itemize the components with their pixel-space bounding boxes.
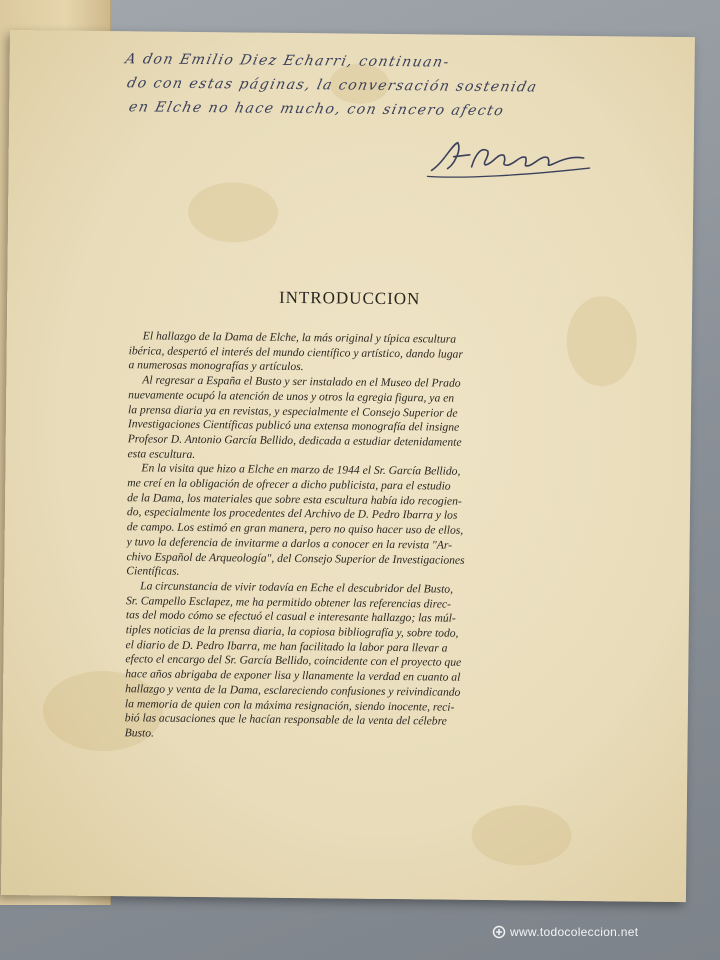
text-line: hallazgo y venta de la Dama, esclareciendo confusiones y reivindicando	[125, 682, 461, 699]
paper-stain	[471, 805, 572, 866]
dedication-line: en Elche no hace mucho, con sincero afecto	[127, 99, 506, 120]
text-line: Profesor D. Antonio García Bellido, dedicada a estudiar detenidamente	[127, 432, 462, 449]
text-line: do, especialmente los procedentes del Archivo de D. Pedro Ibarra y los	[126, 505, 458, 523]
text-line: tiples noticias de la prensa diaria, la copiosa bibliografía y, sobre todo,	[125, 623, 459, 640]
paragraph	[128, 329, 580, 378]
text-line: bió las acusaciones que le hacían responsable de la venta del célebre	[124, 711, 447, 728]
text-line: chivo Español de Arqueología", del Consejo Superior de Investigaciones	[126, 549, 465, 567]
handwritten-dedication	[124, 51, 635, 128]
todocoleccion-logo-icon	[492, 925, 506, 939]
text-line: el diario de D. Pedro Ibarra, me han facilitado la labor para llevar a	[125, 638, 448, 655]
text-line: de campo. Los estimó en gran manera, pero no quiso hacer uso de ellos,	[126, 520, 464, 537]
text-line: La circunstancia de vivir todavía en Eche el descubridor del Busto,	[140, 579, 454, 596]
text-line: Busto.	[124, 726, 155, 740]
text-line: En la visita que hizo a Elche en marzo de 1944 el Sr. García Bellido,	[141, 461, 461, 479]
watermark-text: www.todocoleccion.net	[510, 925, 639, 939]
text-line: El hallazgo de la Dama de Elche, la más original y típica escultura	[142, 329, 457, 346]
text-line: de la Dama, los materiales que sobre esta escultura había ido recogien-	[127, 490, 462, 508]
paper-stain	[188, 182, 279, 243]
document-page	[1, 30, 695, 902]
text-line: Al regresar a España el Busto y ser instalado en el Museo del Prado	[142, 373, 461, 390]
text-line: Investigaciones Científicas publicó una extensa monografía del insigne	[127, 417, 460, 434]
text-line: tas del modo cómo se efectuó el casual e interesante hallazgo; las múl-	[125, 608, 456, 626]
text-line: efecto el encargo del Sr. García Bellido, coincidente con el proyecto que	[125, 652, 462, 670]
text-line: Científicas.	[126, 564, 180, 579]
page-title: INTRODUCCION	[278, 287, 421, 309]
text-line: hace años abrigaba de exponer lisa y llanamente la verdad en cuanto al	[125, 667, 461, 684]
text-line: y tuvo la deferencia de invitarme a darlos a conocer en la revista "Ar-	[126, 535, 453, 552]
text-line: nuevamente ocupó la atención de unos y otros la egregia figura, ya en	[128, 388, 455, 405]
text-line: ibérica, despertó el interés del mundo científico y artístico, dando lugar	[128, 343, 463, 361]
text-line: a numerosas monografías y artículos.	[128, 358, 304, 374]
paragraph	[125, 579, 579, 745]
text-line: la prensa diaria ya en revistas, y especialmente el Consejo Superior de	[127, 402, 458, 420]
dedication-line: do con estas páginas, la conversación sostenida	[125, 75, 540, 96]
site-watermark	[492, 925, 638, 939]
handwritten-signature	[423, 132, 594, 184]
paragraph	[126, 462, 579, 584]
text-line: me creí en la obligación de ofrecer a dicho publicista, para el estudio	[127, 476, 451, 493]
text-line: Sr. Campello Esclapez, me ha permitido obtener las referencias direc-	[125, 593, 451, 611]
introduction-text	[125, 329, 581, 745]
text-line: esta escultura.	[127, 446, 196, 461]
text-line: la memoria de quien con la máxima resignación, siendo inocente, reci-	[124, 696, 455, 714]
dedication-line: A don Emilio Diez Echarri, continuan-	[123, 51, 452, 71]
paragraph	[127, 373, 580, 466]
